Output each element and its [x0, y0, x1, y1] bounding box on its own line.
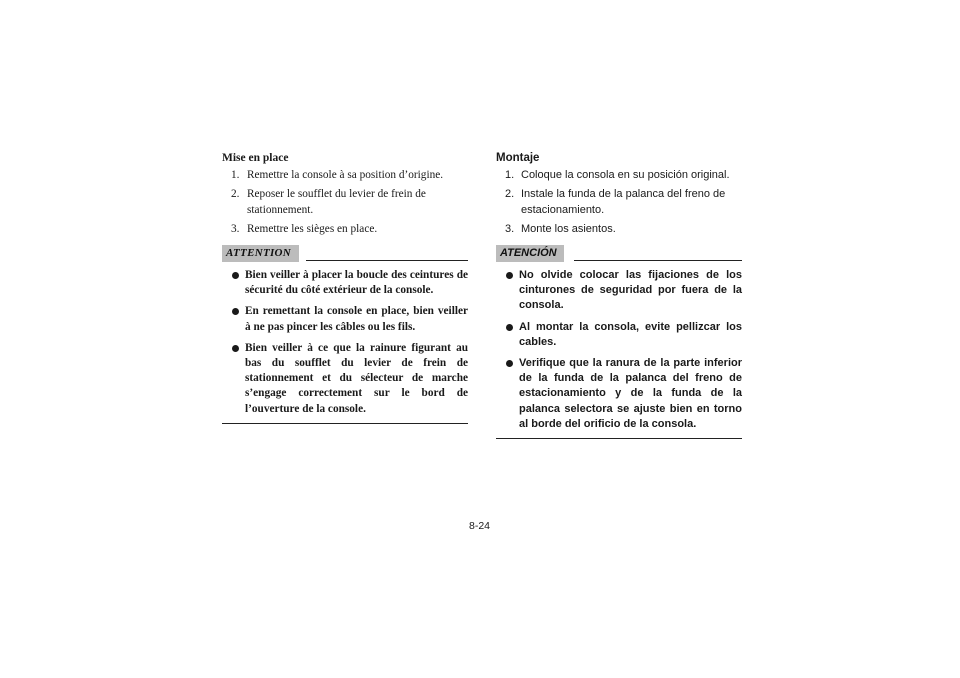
caution-item: [222, 268, 468, 298]
bullet-icon: [506, 360, 513, 367]
step-item: [496, 187, 742, 217]
caution-text: Verifique que la ranura de la parte inferior de la funda de la palanca del freno de estacionamiento y de la funda de la palanca selectora se ajuste bien en torno al borde del orificio de la consola.: [519, 357, 742, 430]
caution-rule: [574, 260, 742, 261]
step-number: 1.: [505, 169, 515, 182]
caution-list-fr: [222, 268, 468, 417]
step-text: Monte los asientos.: [521, 222, 616, 235]
bullet-icon: [232, 345, 239, 352]
step-text: Instale la funda de la palanca del freno de estacionamiento.: [521, 188, 726, 216]
caution-item: [496, 356, 742, 432]
steps-list-es: [496, 168, 742, 237]
caution-rule: [306, 260, 468, 261]
step-number: 2.: [231, 188, 240, 201]
section-heading-fr: Mise en place: [222, 152, 289, 164]
caution-text: En remettant la console en place, bien veiller à ne pas pincer les câbles ou les fils.: [245, 305, 468, 333]
caution-end-rule: [222, 423, 468, 424]
section-heading-es: Montaje: [496, 152, 540, 164]
caution-header-fr: [222, 245, 468, 262]
step-number: 2.: [505, 188, 515, 201]
step-item: [222, 168, 468, 183]
caution-label: ATTENTION: [222, 245, 299, 262]
step-item: [496, 168, 742, 183]
caution-item: [222, 304, 468, 334]
step-text: Coloque la consola en su posición original.: [521, 169, 730, 182]
caution-text: Bien veiller à ce que la rainure figurant au bas du soufflet du levier de frein de stationnement et du sélecteur de marche s’engage correctement sur le bord de l’ouverture de la console.: [245, 341, 468, 415]
caution-item: [496, 320, 742, 350]
caution-text: Al montar la consola, evite pellizcar los cables.: [519, 320, 742, 348]
step-number: 3.: [505, 222, 515, 235]
caution-item: [496, 268, 742, 314]
bullet-icon: [232, 308, 239, 315]
page-number: 8-24: [469, 520, 491, 532]
caution-text: Bien veiller à placer la boucle des ceintures de sécurité du côté extérieur de la console.: [245, 269, 468, 297]
step-number: 1.: [231, 169, 240, 182]
caution-header-es: [496, 245, 742, 262]
step-item: [496, 222, 742, 237]
caution-text: No olvide colocar las fijaciones de los cinturones de seguridad por fuera de la consola.: [519, 269, 742, 312]
step-item: [222, 222, 468, 237]
bullet-icon: [506, 272, 513, 279]
step-text: Reposer le soufflet du levier de frein de stationnement.: [247, 188, 426, 216]
step-text: Remettre la console à sa position d’origine.: [247, 169, 444, 182]
step-item: [222, 187, 468, 217]
caution-label: ATENCIÓN: [496, 245, 564, 262]
caution-end-rule: [496, 438, 742, 439]
spanish-column: [496, 151, 742, 439]
bullet-icon: [506, 324, 513, 331]
caution-item: [222, 341, 468, 417]
french-column: [222, 151, 468, 424]
steps-list-fr: [222, 168, 468, 237]
bullet-icon: [232, 272, 239, 279]
caution-list-es: [496, 268, 742, 432]
step-number: 3.: [231, 222, 240, 235]
step-text: Remettre les sièges en place.: [247, 222, 378, 235]
